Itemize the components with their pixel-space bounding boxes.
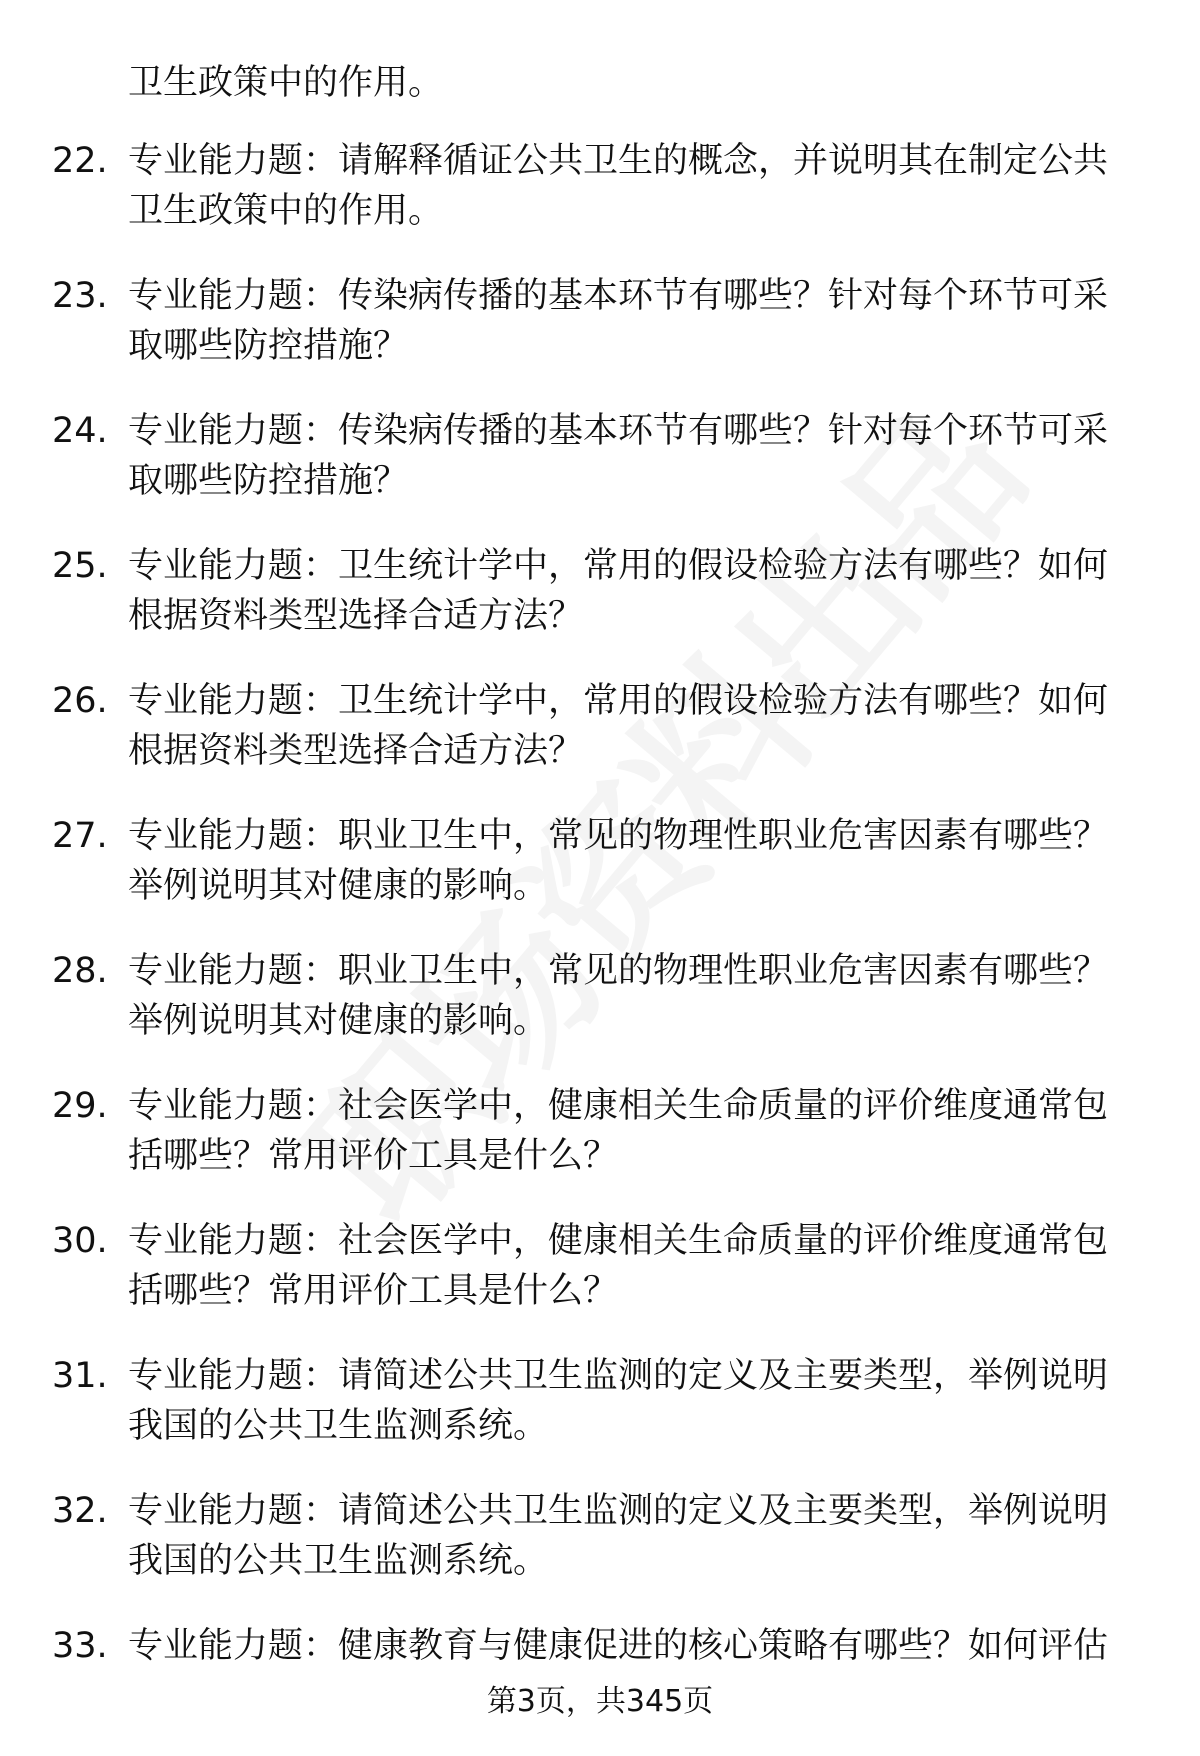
question-text-line: 括哪些？常用评价工具是什么？ [128, 1136, 619, 1176]
question-text-line: 括哪些？常用评价工具是什么？ [128, 1271, 619, 1311]
question-item [0, 1351, 1200, 1486]
question-item [0, 946, 1200, 1081]
page-footer: 第3页，共345页 [486, 1684, 714, 1719]
question-number: 29. [52, 1086, 108, 1126]
question-item [0, 271, 1200, 406]
question-number: 27. [52, 816, 108, 856]
question-text-line: 专业能力题：职业卫生中，常见的物理性职业危害因素有哪些？ [128, 816, 1109, 856]
question-number: 26. [52, 681, 108, 721]
question-text-line: 专业能力题：职业卫生中，常见的物理性职业危害因素有哪些？ [128, 951, 1109, 991]
question-number: 30. [52, 1221, 108, 1261]
question-text-line: 取哪些防控措施？ [128, 461, 409, 501]
question-text-line: 专业能力题：社会医学中，健康相关生命质量的评价维度通常包 [128, 1086, 1109, 1126]
question-text-line: 根据资料类型选择合适方法？ [128, 731, 584, 771]
question-number: 24. [52, 411, 108, 451]
question-item [0, 136, 1200, 271]
question-text-line: 我国的公共卫生监测系统。 [128, 1406, 549, 1446]
question-text-line: 根据资料类型选择合适方法？ [128, 596, 584, 636]
question-item [0, 1216, 1200, 1351]
question-number: 28. [52, 951, 108, 991]
question-text-line: 我国的公共卫生监测系统。 [128, 1541, 549, 1581]
question-text-line: 专业能力题：卫生统计学中，常用的假设检验方法有哪些？如何 [128, 546, 1109, 586]
question-item [0, 1486, 1200, 1621]
question-number: 33. [52, 1626, 108, 1666]
question-text-line: 举例说明其对健康的影响。 [128, 866, 549, 906]
question-number: 25. [52, 546, 108, 586]
question-item [0, 406, 1200, 541]
question-text-line: 专业能力题：请简述公共卫生监测的定义及主要类型，举例说明 [128, 1491, 1109, 1531]
question-text-line: 举例说明其对健康的影响。 [128, 1001, 549, 1041]
continuation-text: 卫生政策中的作用。 [128, 63, 444, 103]
question-number: 31. [52, 1356, 108, 1396]
question-text-line: 专业能力题：传染病传播的基本环节有哪些？针对每个环节可采 [128, 411, 1109, 451]
question-number: 32. [52, 1491, 108, 1531]
question-text-line: 取哪些防控措施？ [128, 326, 409, 366]
question-list [0, 136, 1200, 1756]
question-number: 23. [52, 276, 108, 316]
question-text-line: 专业能力题：传染病传播的基本环节有哪些？针对每个环节可采 [128, 276, 1109, 316]
question-item [0, 541, 1200, 676]
question-item [0, 676, 1200, 811]
question-item [0, 811, 1200, 946]
question-text-line: 卫生政策中的作用。 [128, 191, 444, 231]
question-text-line: 专业能力题：请简述公共卫生监测的定义及主要类型，举例说明 [128, 1356, 1109, 1396]
question-number: 22. [52, 141, 108, 181]
question-item [0, 1081, 1200, 1216]
question-text-line: 专业能力题：请解释循证公共卫生的概念，并说明其在制定公共 [128, 141, 1109, 181]
question-text-line: 专业能力题：社会医学中，健康相关生命质量的评价维度通常包 [128, 1221, 1109, 1261]
question-text-line: 专业能力题：卫生统计学中，常用的假设检验方法有哪些？如何 [128, 681, 1109, 721]
question-text-line: 专业能力题：健康教育与健康促进的核心策略有哪些？如何评估 [128, 1626, 1109, 1666]
